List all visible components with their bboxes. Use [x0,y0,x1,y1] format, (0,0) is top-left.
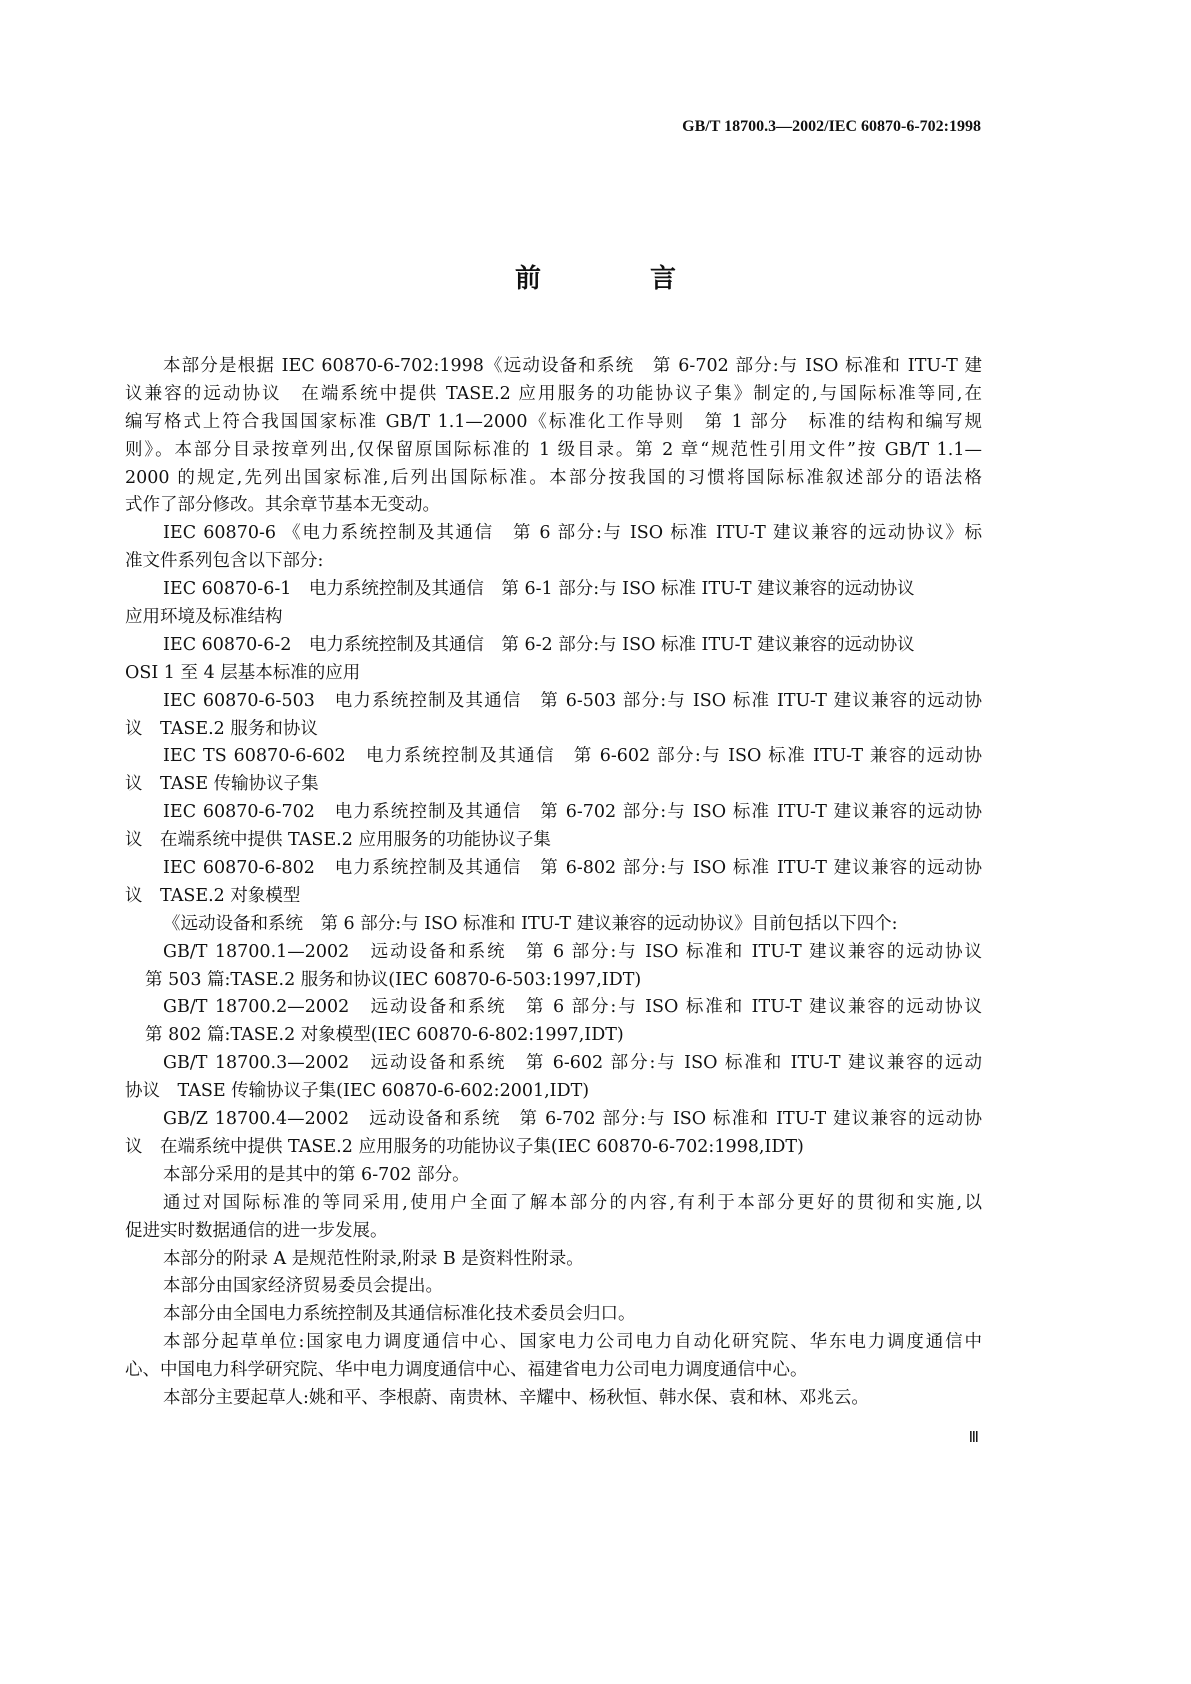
text-line: 心、中国电力科学研究院、华中电力调度通信中心、福建省电力公司电力调度通信中心。 [125,1360,808,1381]
text-line: 式作了部分修改。其余章节基本无变动。 [125,495,440,516]
text-line: GB/Z 18700.4—2002 远动设备和系统 第 6-702 部分:与 ISO 标准和 ITU-T 建议兼容的远动协 [163,1109,982,1130]
text-line: IEC 60870-6-1 电力系统控制及其通信 第 6-1 部分:与 ISO 标准 ITU-T 建议兼容的远动协议 [163,579,915,600]
text-line: 本部分由全国电力系统控制及其通信标准化技术委员会归口。 [163,1304,636,1325]
text-line: 议 TASE 传输协议子集 [125,774,319,795]
standard-number-header: GB/T 18700.3—2002/IEC 60870-6-702:1998 [682,118,981,135]
text-line: 议 TASE.2 对象模型 [125,885,301,906]
text-line: GB/T 18700.2—2002 远动设备和系统 第 6 部分:与 ISO 标准和 ITU-T 建议兼容的远动协议 [163,997,982,1018]
text-line: IEC TS 60870-6-602 电力系统控制及其通信 第 6-602 部分:与 ISO 标准 ITU-T 兼容的远动协 [163,746,982,767]
text-line: 议 在端系统中提供 TASE.2 应用服务的功能协议子集 [125,830,551,851]
text-line: 本部分的附录 A 是规范性附录,附录 B 是资料性附录。 [163,1248,584,1269]
text-line: 2000 的规定,先列出国家标准,后列出国际标准。本部分按我国的习惯将国际标准叙述部分的语法格 [125,467,982,488]
text-line: 应用环境及标准结构 [125,607,283,628]
text-line: 议 TASE.2 服务和协议 [125,718,318,739]
text-line: IEC 60870-6-802 电力系统控制及其通信 第 6-802 部分:与 ISO 标准 ITU-T 建议兼容的远动协 [163,858,982,879]
text-line: 编写格式上符合我国国家标准 GB/T 1.1—2000《标准化工作导则 第 1 部分 标准的结构和编写规 [125,411,982,432]
text-line: IEC 60870-6-2 电力系统控制及其通信 第 6-2 部分:与 ISO 标准 ITU-T 建议兼容的远动协议 [163,634,915,655]
text-line: 准文件系列包含以下部分: [125,551,324,572]
text-line: GB/T 18700.3—2002 远动设备和系统 第 6-602 部分:与 ISO 标准和 ITU-T 建议兼容的远动 [163,1053,982,1074]
text-line: IEC 60870-6 《电力系统控制及其通信 第 6 部分:与 ISO 标准 ITU-T 建议兼容的远动协议》标 [163,523,982,544]
page-title: 前 言 [514,264,727,294]
text-line: 第 503 篇:TASE.2 服务和协议(IEC 60870-6-503:1997,IDT) [145,969,642,990]
text-line: 通过对国际标准的等同采用,使用户全面了解本部分的内容,有利于本部分更好的贯彻和实施,以 [163,1192,982,1213]
foreword-body [125,353,982,1413]
text-line: 本部分采用的是其中的第 6-702 部分。 [163,1164,470,1185]
text-line: OSI 1 至 4 层基本标准的应用 [125,662,361,683]
text-line: 本部分主要起草人:姚和平、李根蔚、南贵林、辛耀中、杨秋恒、韩水保、袁和林、邓兆云。 [163,1387,869,1408]
text-line: 促进实时数据通信的进一步发展。 [125,1220,388,1241]
text-line: 《远动设备和系统 第 6 部分:与 ISO 标准和 ITU-T 建议兼容的远动协议》目前包括以下四个: [163,913,898,934]
text-line: IEC 60870-6-702 电力系统控制及其通信 第 6-702 部分:与 ISO 标准 ITU-T 建议兼容的远动协 [163,802,982,823]
text-line: 本部分起草单位:国家电力调度通信中心、国家电力公司电力自动化研究院、华东电力调度通信中 [163,1332,982,1353]
page-number: Ⅲ [968,1430,979,1446]
text-line: 则》。本部分目录按章列出,仅保留原国际标准的 1 级目录。第 2 章“规范性引用文件”按 GB/T 1.1— [125,439,982,460]
text-line: 协议 TASE 传输协议子集(IEC 60870-6-602:2001,IDT) [125,1081,590,1102]
text-line: 议 在端系统中提供 TASE.2 应用服务的功能协议子集(IEC 60870-6-702:1998,IDT) [125,1136,804,1157]
text-line: GB/T 18700.1—2002 远动设备和系统 第 6 部分:与 ISO 标准和 ITU-T 建议兼容的远动协议 [163,941,982,962]
text-line: 议兼容的远动协议 在端系统中提供 TASE.2 应用服务的功能协议子集》制定的,与国际标准等同,在 [125,383,982,404]
text-line: IEC 60870-6-503 电力系统控制及其通信 第 6-503 部分:与 ISO 标准 ITU-T 建议兼容的远动协 [163,690,982,711]
text-line: 本部分是根据 IEC 60870-6-702:1998《远动设备和系统 第 6-702 部分:与 ISO 标准和 ITU-T 建 [163,356,982,376]
text-line: 本部分由国家经济贸易委员会提出。 [163,1276,443,1297]
text-line: 第 802 篇:TASE.2 对象模型(IEC 60870-6-802:1997,IDT) [145,1025,624,1046]
